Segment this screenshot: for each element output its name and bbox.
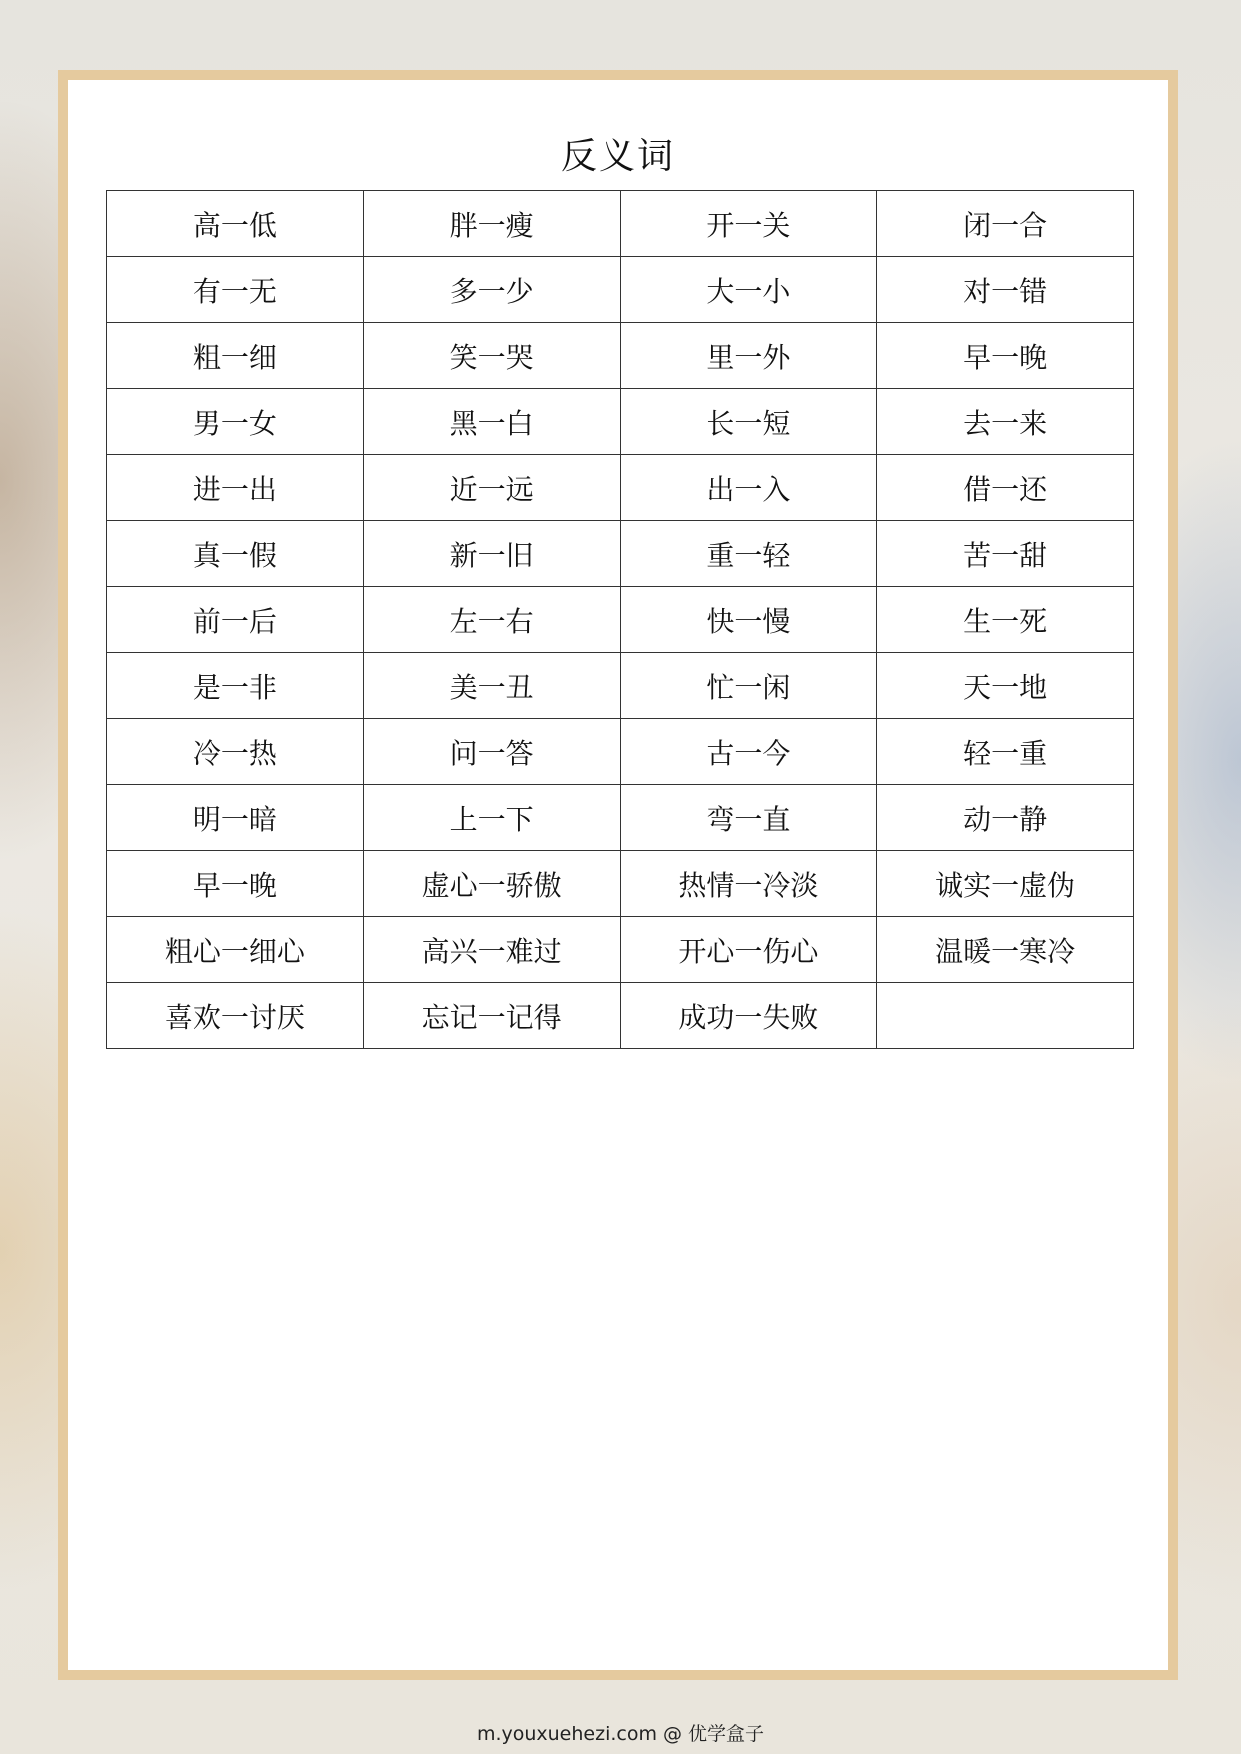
antonym-table-body (107, 191, 1134, 1049)
antonym-pair-cell: 出一入 (620, 455, 877, 521)
table-row (107, 587, 1134, 653)
table-row (107, 191, 1134, 257)
antonym-pair-cell: 成功一失败 (620, 983, 877, 1049)
antonym-pair-cell: 粗心一细心 (107, 917, 364, 983)
antonym-pair-cell: 美一丑 (363, 653, 620, 719)
antonym-pair-cell: 明一暗 (107, 785, 364, 851)
antonym-pair-cell: 黑一白 (363, 389, 620, 455)
antonym-pair-cell: 诚实一虚伪 (877, 851, 1134, 917)
antonym-pair-cell: 开一关 (620, 191, 877, 257)
antonym-pair-cell: 有一无 (107, 257, 364, 323)
table-row (107, 851, 1134, 917)
antonym-pair-cell: 轻一重 (877, 719, 1134, 785)
page-frame (58, 70, 1178, 1680)
antonym-pair-cell: 忘记一记得 (363, 983, 620, 1049)
antonym-pair-cell: 忙一闲 (620, 653, 877, 719)
antonym-pair-cell: 笑一哭 (363, 323, 620, 389)
antonym-pair-cell (877, 983, 1134, 1049)
table-row (107, 983, 1134, 1049)
antonym-pair-cell: 苦一甜 (877, 521, 1134, 587)
antonym-pair-cell: 高兴一难过 (363, 917, 620, 983)
antonym-pair-cell: 长一短 (620, 389, 877, 455)
antonym-pair-cell: 真一假 (107, 521, 364, 587)
antonym-pair-cell: 里一外 (620, 323, 877, 389)
antonym-pair-cell: 古一今 (620, 719, 877, 785)
table-row (107, 785, 1134, 851)
antonym-pair-cell: 多一少 (363, 257, 620, 323)
antonym-pair-cell: 进一出 (107, 455, 364, 521)
antonym-pair-cell: 冷一热 (107, 719, 364, 785)
antonym-pair-cell: 对一错 (877, 257, 1134, 323)
antonym-pair-cell: 新一旧 (363, 521, 620, 587)
antonym-pair-cell: 早一晚 (877, 323, 1134, 389)
antonym-pair-cell: 虚心一骄傲 (363, 851, 620, 917)
table-row (107, 455, 1134, 521)
antonym-pair-cell: 弯一直 (620, 785, 877, 851)
antonym-pair-cell: 大一小 (620, 257, 877, 323)
antonym-pair-cell: 粗一细 (107, 323, 364, 389)
antonym-pair-cell: 温暖一寒冷 (877, 917, 1134, 983)
footer-watermark: m.youxuehezi.com @ 优学盒子 (476, 1723, 765, 1745)
antonym-pair-cell: 天一地 (877, 653, 1134, 719)
worksheet-paper (68, 80, 1168, 1670)
antonym-pair-cell: 生一死 (877, 587, 1134, 653)
table-row (107, 653, 1134, 719)
antonym-pair-cell: 热情一冷淡 (620, 851, 877, 917)
antonym-pair-cell: 重一轻 (620, 521, 877, 587)
table-row (107, 389, 1134, 455)
antonym-pair-cell: 左一右 (363, 587, 620, 653)
antonym-pair-cell: 开心一伤心 (620, 917, 877, 983)
antonym-pair-cell: 男一女 (107, 389, 364, 455)
table-row (107, 917, 1134, 983)
antonym-pair-cell: 问一答 (363, 719, 620, 785)
antonym-pair-cell: 上一下 (363, 785, 620, 851)
antonym-pair-cell: 去一来 (877, 389, 1134, 455)
antonym-pair-cell: 胖一瘦 (363, 191, 620, 257)
antonym-pair-cell: 快一慢 (620, 587, 877, 653)
table-row (107, 257, 1134, 323)
antonym-pair-cell: 闭一合 (877, 191, 1134, 257)
table-row (107, 521, 1134, 587)
table-row (107, 323, 1134, 389)
page-title: 反义词 (560, 136, 675, 177)
antonym-pair-cell: 前一后 (107, 587, 364, 653)
antonym-pair-cell: 动一静 (877, 785, 1134, 851)
antonym-pair-cell: 早一晚 (107, 851, 364, 917)
antonym-table (106, 190, 1134, 1049)
antonym-pair-cell: 喜欢一讨厌 (107, 983, 364, 1049)
antonym-pair-cell: 借一还 (877, 455, 1134, 521)
antonym-pair-cell: 高一低 (107, 191, 364, 257)
antonym-pair-cell: 近一远 (363, 455, 620, 521)
antonym-pair-cell: 是一非 (107, 653, 364, 719)
table-row (107, 719, 1134, 785)
